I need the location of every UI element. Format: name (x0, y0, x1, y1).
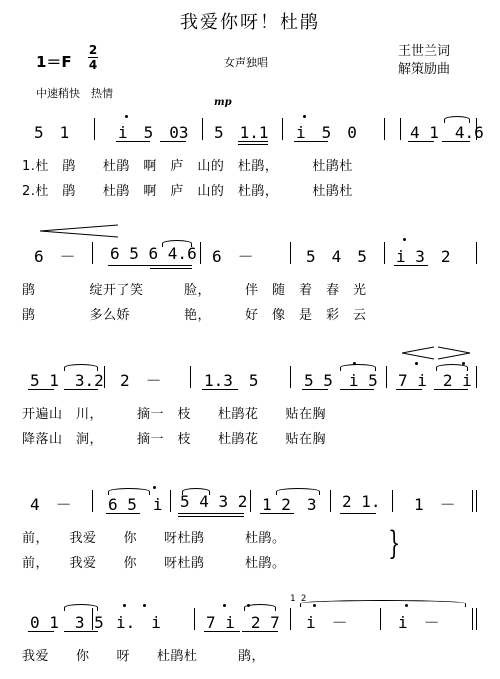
notes-bar-4: i － (306, 613, 348, 632)
notes-bar-3: 7 i 2 7 (206, 613, 280, 632)
notes-bar-1: 0 1 3 5 (30, 613, 104, 632)
diminuendo-hairpin (40, 224, 120, 238)
grace-notes: 1 2 (290, 594, 307, 604)
song-title: 我爱你呀！杜鹃 (180, 12, 320, 33)
lyric-line-1: 我爱 你 呀 杜鹃杜 鹃， (22, 649, 266, 664)
notes-bar-2: i 5 03 (118, 123, 189, 142)
verse-brace: } (388, 524, 401, 562)
notes-bar-4: 5 5 i 5 (304, 371, 378, 390)
notes-bar-4: 5 4 5 (306, 247, 367, 266)
notes-bar-1: 5 1 3.2 (30, 371, 104, 390)
notes-bar-3: 5 1.1 (214, 123, 269, 142)
notes-bar-3: 1.3 5 (204, 371, 259, 390)
dynamics-hairpins (402, 346, 472, 360)
lyric-line-2: 降落山 涧， 摘一 枝 杜鹃花 贴在胸 (22, 432, 327, 447)
notes-bar-1: 5 1 (34, 123, 70, 142)
notes-bar-5: 7 i 2 i (398, 371, 472, 390)
meter-top: 2 (88, 43, 98, 57)
notes-bar-5: 4 1 4.6 (410, 123, 484, 142)
dynamic-marking: mp (214, 97, 232, 108)
notes-bar-6: 1 － (414, 495, 456, 514)
notes-bar-3: 5 4 3 2 (180, 492, 248, 511)
notes-bar-4: i 5 0 (296, 123, 357, 142)
notes-bar-2: 6 5 6 4.6 (110, 244, 197, 263)
notes-bar-5: i － (398, 613, 440, 632)
notes-bar-1: 6 － (34, 247, 76, 266)
notes-bar-2: i. i (116, 613, 161, 632)
time-signature (88, 44, 98, 71)
composer-credit: 解策励曲 (398, 62, 451, 77)
lyric-line-1: 鹃 绽开了笑 脸， 伴 随 着 春 光 (22, 283, 367, 298)
lyric-line-2: 2.杜 鹃 杜鹃 啊 庐 山的 杜鹃， 杜鹃杜 (22, 184, 353, 199)
lyric-line-1: 1.杜 鹃 杜鹃 啊 庐 山的 杜鹃， 杜鹃杜 (22, 159, 353, 174)
notes-bar-5: i 3 2 (396, 247, 451, 266)
lyric-line-2: 前， 我爱 你 呀杜鹃 杜鹃。 (22, 556, 286, 571)
key-signature: 1＝F (36, 53, 72, 71)
notes-bar-2: 6 5 i (108, 495, 163, 514)
tempo-marking: 中速稍快 热情 (36, 87, 113, 100)
notes-bar-5: 2 1. (342, 492, 381, 511)
notes-bar-3: 6 － (212, 247, 254, 266)
voice-type: 女声独唱 (224, 56, 268, 69)
notes-bar-1: 4 － (30, 495, 72, 514)
notes-bar-2: 2 － (120, 371, 162, 390)
lyric-line-1: 开遍山 川， 摘一 枝 杜鹃花 贴在胸 (22, 407, 327, 422)
lyric-line-1: 前， 我爱 你 呀杜鹃 杜鹃。 (22, 531, 286, 546)
lyricist-credit: 王世兰词 (398, 44, 451, 59)
lyric-line-2: 鹃 多么娇 艳， 好 像 是 彩 云 (22, 308, 367, 323)
meter-bottom: 4 (88, 58, 98, 72)
notes-bar-4: 1 2 3 (262, 495, 317, 514)
